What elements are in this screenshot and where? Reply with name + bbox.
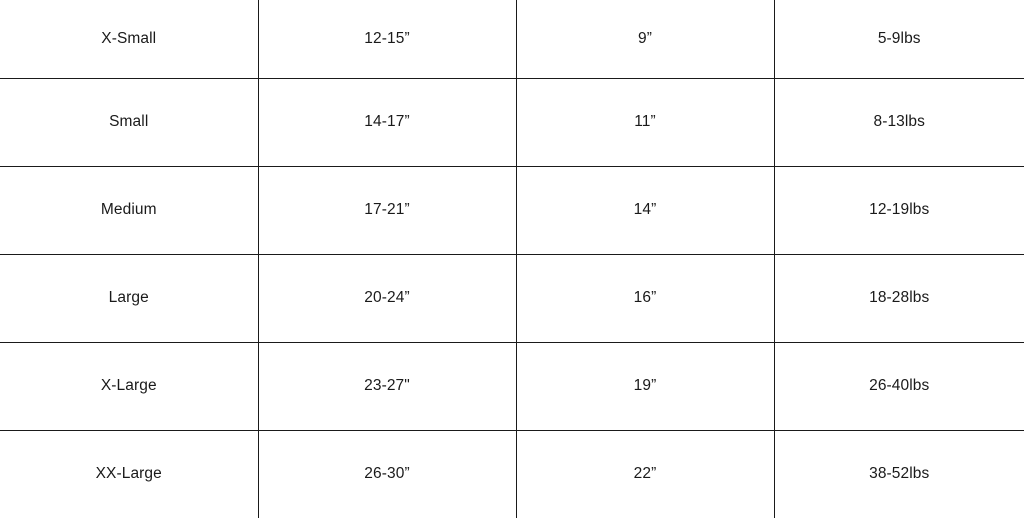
- cell-length: 14”: [516, 166, 774, 254]
- cell-chest: 14-17”: [258, 78, 516, 166]
- table-row: [0, 254, 1024, 342]
- cell-chest: 12-15”: [258, 0, 516, 78]
- table-row: [0, 78, 1024, 166]
- cell-length: 19”: [516, 342, 774, 430]
- cell-size: Small: [0, 78, 258, 166]
- cell-chest: 20-24”: [258, 254, 516, 342]
- cell-size: X-Large: [0, 342, 258, 430]
- cell-size: Large: [0, 254, 258, 342]
- table-row: [0, 166, 1024, 254]
- cell-weight: 5-9lbs: [774, 0, 1024, 78]
- cell-length: 9”: [516, 0, 774, 78]
- cell-weight: 38-52lbs: [774, 430, 1024, 518]
- cell-chest: 17-21”: [258, 166, 516, 254]
- cell-weight: 12-19lbs: [774, 166, 1024, 254]
- cell-size: XX-Large: [0, 430, 258, 518]
- cell-chest: 23-27": [258, 342, 516, 430]
- table-row: [0, 342, 1024, 430]
- cell-weight: 18-28lbs: [774, 254, 1024, 342]
- cell-size: Medium: [0, 166, 258, 254]
- cell-chest: 26-30”: [258, 430, 516, 518]
- cell-weight: 26-40lbs: [774, 342, 1024, 430]
- cell-length: 11”: [516, 78, 774, 166]
- cell-size: X-Small: [0, 0, 258, 78]
- cell-length: 22”: [516, 430, 774, 518]
- table-row: [0, 0, 1024, 78]
- table-row: [0, 430, 1024, 518]
- cell-length: 16”: [516, 254, 774, 342]
- cell-weight: 8-13lbs: [774, 78, 1024, 166]
